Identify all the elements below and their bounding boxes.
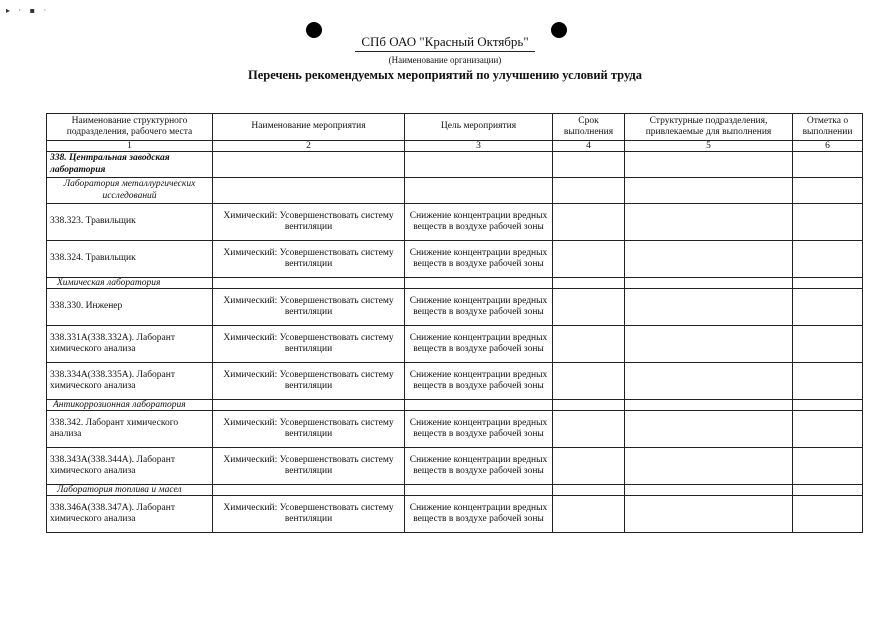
section-title: 338. Центральная заводская лаборатория <box>47 152 213 178</box>
cell-goal: Снижение концентрации вредных веществ в воздухе рабочей зоны <box>405 448 553 485</box>
cell-place: 338.343А(338.344А). Лаборант химического анализа <box>47 448 213 485</box>
table-row <box>47 448 863 485</box>
cell-goal: Снижение концентрации вредных веществ в воздухе рабочей зоны <box>405 411 553 448</box>
cell-measure: Химический: Усовершенствовать систему вентиляции <box>213 204 405 241</box>
subsection-title: Лаборатория топлива и масел <box>47 485 213 496</box>
cell-goal: Снижение концентрации вредных веществ в воздухе рабочей зоны <box>405 496 553 533</box>
column-number: 3 <box>405 141 553 152</box>
scan-specks: ▸ · ▪ · <box>6 6 50 15</box>
col-header-measure: Наименование мероприятия <box>213 114 405 141</box>
cell-goal: Снижение концентрации вредных веществ в воздухе рабочей зоны <box>405 363 553 400</box>
cell-place: 338.324. Травильщик <box>47 241 213 278</box>
column-number: 2 <box>213 141 405 152</box>
cell-measure: Химический: Усовершенствовать систему вентиляции <box>213 411 405 448</box>
cell-place: 338.334А(338.335А). Лаборант химического анализа <box>47 363 213 400</box>
col-header-done-mark: Отметка о выполнении <box>793 114 863 141</box>
table-row <box>47 363 863 400</box>
table-row <box>47 289 863 326</box>
column-number: 1 <box>47 141 213 152</box>
subsection-row <box>47 400 863 411</box>
cell-measure: Химический: Усовершенствовать систему вентиляции <box>213 326 405 363</box>
cell-goal: Снижение концентрации вредных веществ в воздухе рабочей зоны <box>405 326 553 363</box>
column-number: 4 <box>553 141 625 152</box>
subsection-row <box>47 278 863 289</box>
col-header-departments: Структурные подразделения, привлекаемые для выполнения <box>625 114 793 141</box>
cell-place: 338.346А(338.347А). Лаборант химического анализа <box>47 496 213 533</box>
cell-place: 338.342. Лаборант химического анализа <box>47 411 213 448</box>
organization-name: СПб ОАО "Красный Октябрь" <box>0 34 890 52</box>
cell-measure: Химический: Усовершенствовать систему вентиляции <box>213 448 405 485</box>
measures-table <box>46 113 863 533</box>
cell-measure: Химический: Усовершенствовать систему вентиляции <box>213 241 405 278</box>
document-title: Перечень рекомендуемых мероприятий по улучшению условий труда <box>247 68 643 82</box>
cell-goal: Снижение концентрации вредных веществ в воздухе рабочей зоны <box>405 204 553 241</box>
subsection-title: Химическая лаборатория <box>47 278 213 289</box>
subsection-row <box>47 178 863 204</box>
table-row <box>47 411 863 448</box>
cell-measure: Химический: Усовершенствовать систему вентиляции <box>213 363 405 400</box>
col-header-goal: Цель мероприятия <box>405 114 553 141</box>
organization-caption: (Наименование организации) <box>388 55 502 65</box>
subsection-title: Лаборатория металлургических исследований <box>47 178 213 204</box>
subsection-row <box>47 485 863 496</box>
cell-place: 338.323. Травильщик <box>47 204 213 241</box>
col-header-place: Наименование структурного подразделения, рабочего места <box>47 114 213 141</box>
cell-place: 338.331А(338.332А). Лаборант химического анализа <box>47 326 213 363</box>
column-number-row <box>47 141 863 152</box>
cell-goal: Снижение концентрации вредных веществ в воздухе рабочей зоны <box>405 289 553 326</box>
column-number: 6 <box>793 141 863 152</box>
table-header-row <box>47 114 863 141</box>
table-row <box>47 241 863 278</box>
cell-place: 338.330. Инженер <box>47 289 213 326</box>
column-number: 5 <box>625 141 793 152</box>
table-row <box>47 496 863 533</box>
cell-goal: Снижение концентрации вредных веществ в воздухе рабочей зоны <box>405 241 553 278</box>
subsection-title: Антикоррозионная лаборатория <box>47 400 213 411</box>
table-row <box>47 326 863 363</box>
section-row <box>47 152 863 178</box>
cell-measure: Химический: Усовершенствовать систему вентиляции <box>213 496 405 533</box>
col-header-deadline: Срок выполнения <box>553 114 625 141</box>
cell-measure: Химический: Усовершенствовать систему вентиляции <box>213 289 405 326</box>
table-row <box>47 204 863 241</box>
